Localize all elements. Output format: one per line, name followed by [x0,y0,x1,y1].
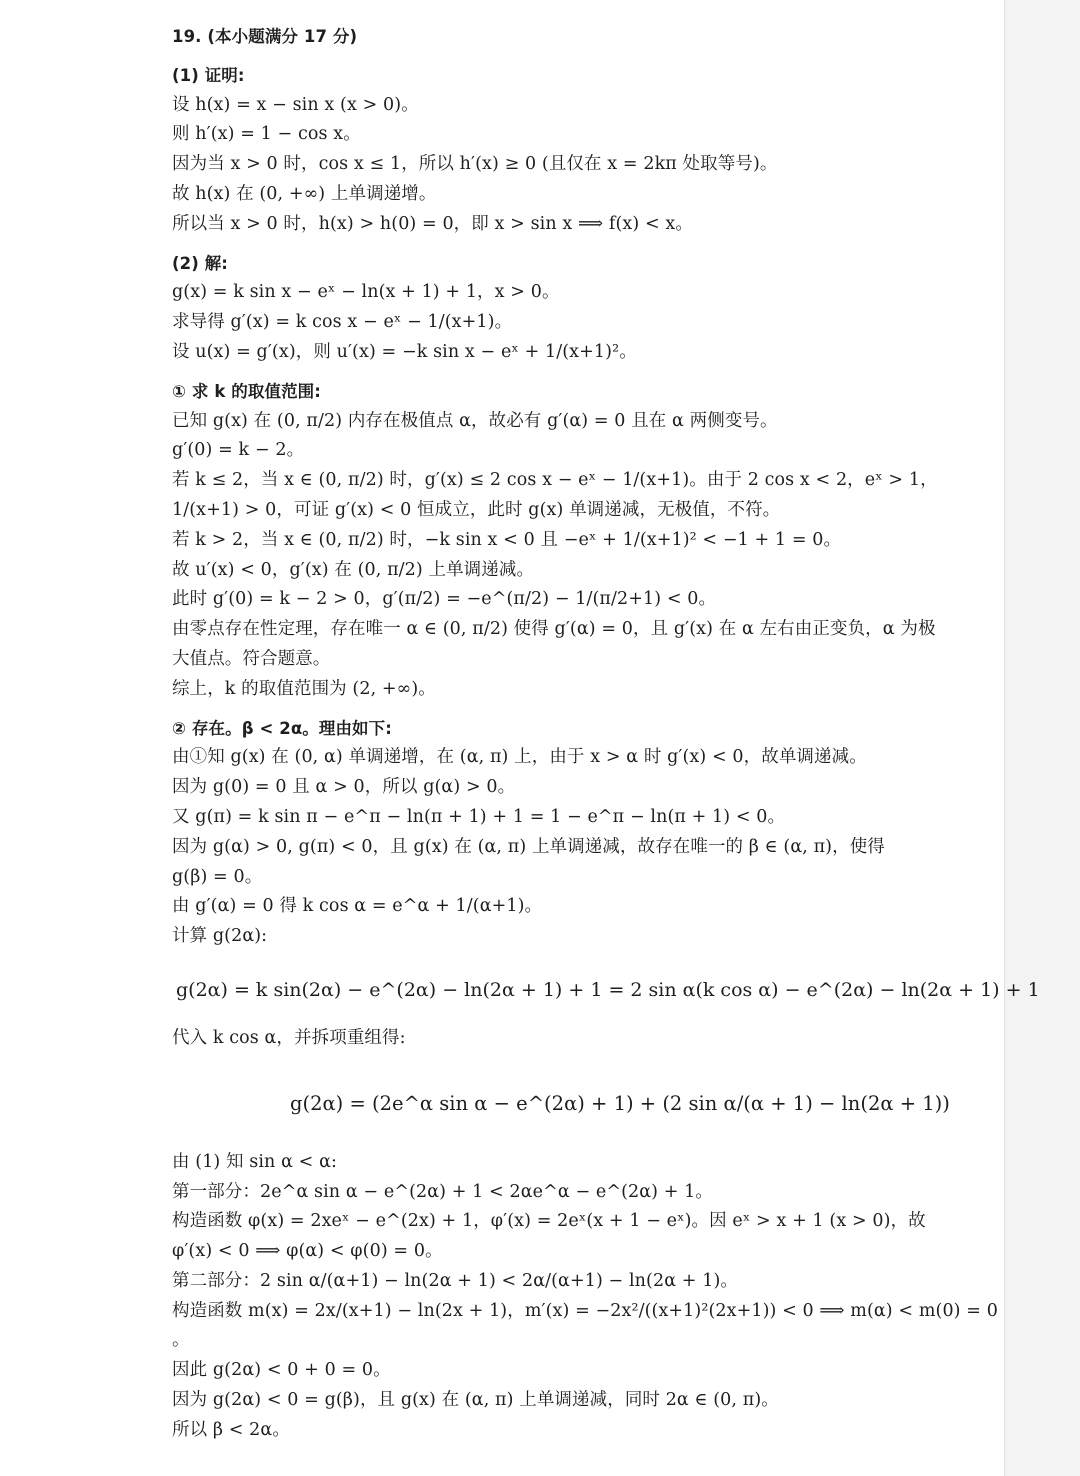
spacer [172,368,912,377]
solution-line: φ′(x) < 0 ⟹ φ(α) < φ(0) = 0。 [172,1241,443,1262]
solution-line: 由 (1) 知 sin α < α: [172,1151,338,1172]
solution-line: g′(0) = k − 2。 [172,440,305,461]
solution-line: 构造函数 m(x) = 2x/(x+1) − ln(2x + 1)，m′(x) = −2x²/((x+1)²(2x+1)) < 0 ⟹ m(α) < m(0) = 0 [172,1300,998,1321]
solution-line: 因为 g(α) > 0, g(π) < 0，且 g(x) 在 (α, π) 上单调递减，故存在唯一的 β ∈ (α, π)，使得 [172,836,885,857]
sub2-heading: ② 存在。β < 2α。理由如下: [172,718,392,738]
solution-line: 第二部分：2 sin α/(α+1) − ln(2α + 1) < 2α/(α+1) − ln(2α + 1)。 [172,1270,738,1291]
spacer [172,240,912,249]
solution-line: 因为 g(2α) < 0 = g(β)，且 g(x) 在 (α, π) 上单调递减，同时 2α ∈ (0, π)。 [172,1390,779,1411]
solution-line: 因为 g(0) = 0 且 α > 0，所以 g(α) > 0。 [172,777,516,798]
solution-line: 由①知 g(x) 在 (0, α) 单调递增，在 (α, π) 上，由于 x > α 时 g′(x) < 0，故单调递减。 [172,747,867,768]
solution-line: 由零点存在性定理，存在唯一 α ∈ (0, π/2) 使得 g′(α) = 0，且 g′(x) 在 α 左右由正变负，α 为极 [172,619,936,640]
solution-line: 因此 g(2α) < 0 + 0 = 0。 [172,1360,391,1381]
solution-line: 代入 k cos α，并拆项重组得: [172,1027,406,1048]
solution-line: 。 [172,1330,190,1351]
sub1-heading: ① 求 k 的取值范围: [172,381,321,401]
proof-line: 因为当 x > 0 时，cos x ≤ 1，所以 h′(x) ≥ 0 (且仅在 x = 2kπ 处取等号)。 [172,154,778,175]
display-equation-expansion: g(2α) = k sin(2α) − e^(2α) − ln(2α + 1) + 1 = 2 sin α(k cos α) − e^(2α) − ln(2α + 1) + 1 [176,978,1040,1001]
solution-line: 故 u′(x) < 0，g′(x) 在 (0, π/2) 上单调递减。 [172,559,535,580]
display-equation-regroup: g(2α) = (2e^α sin α − e^(2α) + 1) + (2 sin α/(α + 1) − ln(2α + 1)) [290,1091,950,1115]
solution-line: 由 g′(α) = 0 得 k cos α = e^α + 1/(α+1)。 [172,896,543,917]
solution-line: 若 k ≤ 2，当 x ∈ (0, π/2) 时，g′(x) ≤ 2 cos x − eˣ − 1/(x+1)。由于 2 cos x < 2，eˣ > 1， [172,470,938,491]
proof-line: 所以当 x > 0 时，h(x) > h(0) = 0，即 x > sin x ⟹ f(x) < x。 [172,213,693,234]
solution-line: 1/(x+1) > 0，可证 g′(x) < 0 恒成立，此时 g(x) 单调递减，无极值，不符。 [172,499,781,520]
spacer [172,705,912,714]
solution-line: 计算 g(2α): [172,926,268,947]
solution-line: 此时 g′(0) = k − 2 > 0，g′(π/2) = −e^(π/2) − 1/(π/2+1) < 0。 [172,589,717,610]
solution-line: 所以 β < 2α。 [172,1419,290,1440]
solution-line: 综上，k 的取值范围为 (2, +∞)。 [172,678,436,699]
proof-line: 则 h′(x) = 1 − cos x。 [172,124,361,145]
solution-line: 第一部分：2e^α sin α − e^(2α) + 1 < 2αe^α − e^(2α) + 1。 [172,1181,714,1202]
spacer [172,52,912,61]
solution-line: g(x) = k sin x − eˣ − ln(x + 1) + 1，x > 0。 [172,282,560,303]
proof-line: 设 h(x) = x − sin x (x > 0)。 [172,94,419,115]
problem-title: 19. (本小题满分 17 分) [172,27,358,46]
solution-line: 又 g(π) = k sin π − e^π − ln(π + 1) + 1 = 1 − e^π − ln(π + 1) < 0。 [172,806,786,827]
solution-line: 求导得 g′(x) = k cos x − eˣ − 1/(x+1)。 [172,312,513,333]
proof-line: 故 h(x) 在 (0, +∞) 上单调递增。 [172,183,437,204]
solution-line: 若 k > 2，当 x ∈ (0, π/2) 时，−k sin x < 0 且 −eˣ + 1/(x+1)² < −1 + 1 = 0。 [172,529,842,550]
part2-heading: (2) 解: [172,253,229,273]
part1-heading: (1) 证明: [172,65,245,85]
solution-line: 构造函数 φ(x) = 2xeˣ − e^(2x) + 1，φ′(x) = 2eˣ(x + 1 − eˣ)。因 eˣ > x + 1 (x > 0)，故 [172,1211,926,1232]
solution-line: g(β) = 0。 [172,866,263,887]
solution-line: 设 u(x) = g′(x)，则 u′(x) = −k sin x − eˣ + 1/(x+1)²。 [172,341,637,362]
solution-line: 大值点。符合题意。 [172,648,331,669]
solution-line: 已知 g(x) 在 (0, π/2) 内存在极值点 α，故必有 g′(α) = 0 且在 α 两侧变号。 [172,410,778,431]
solution-body [172,22,1040,1446]
